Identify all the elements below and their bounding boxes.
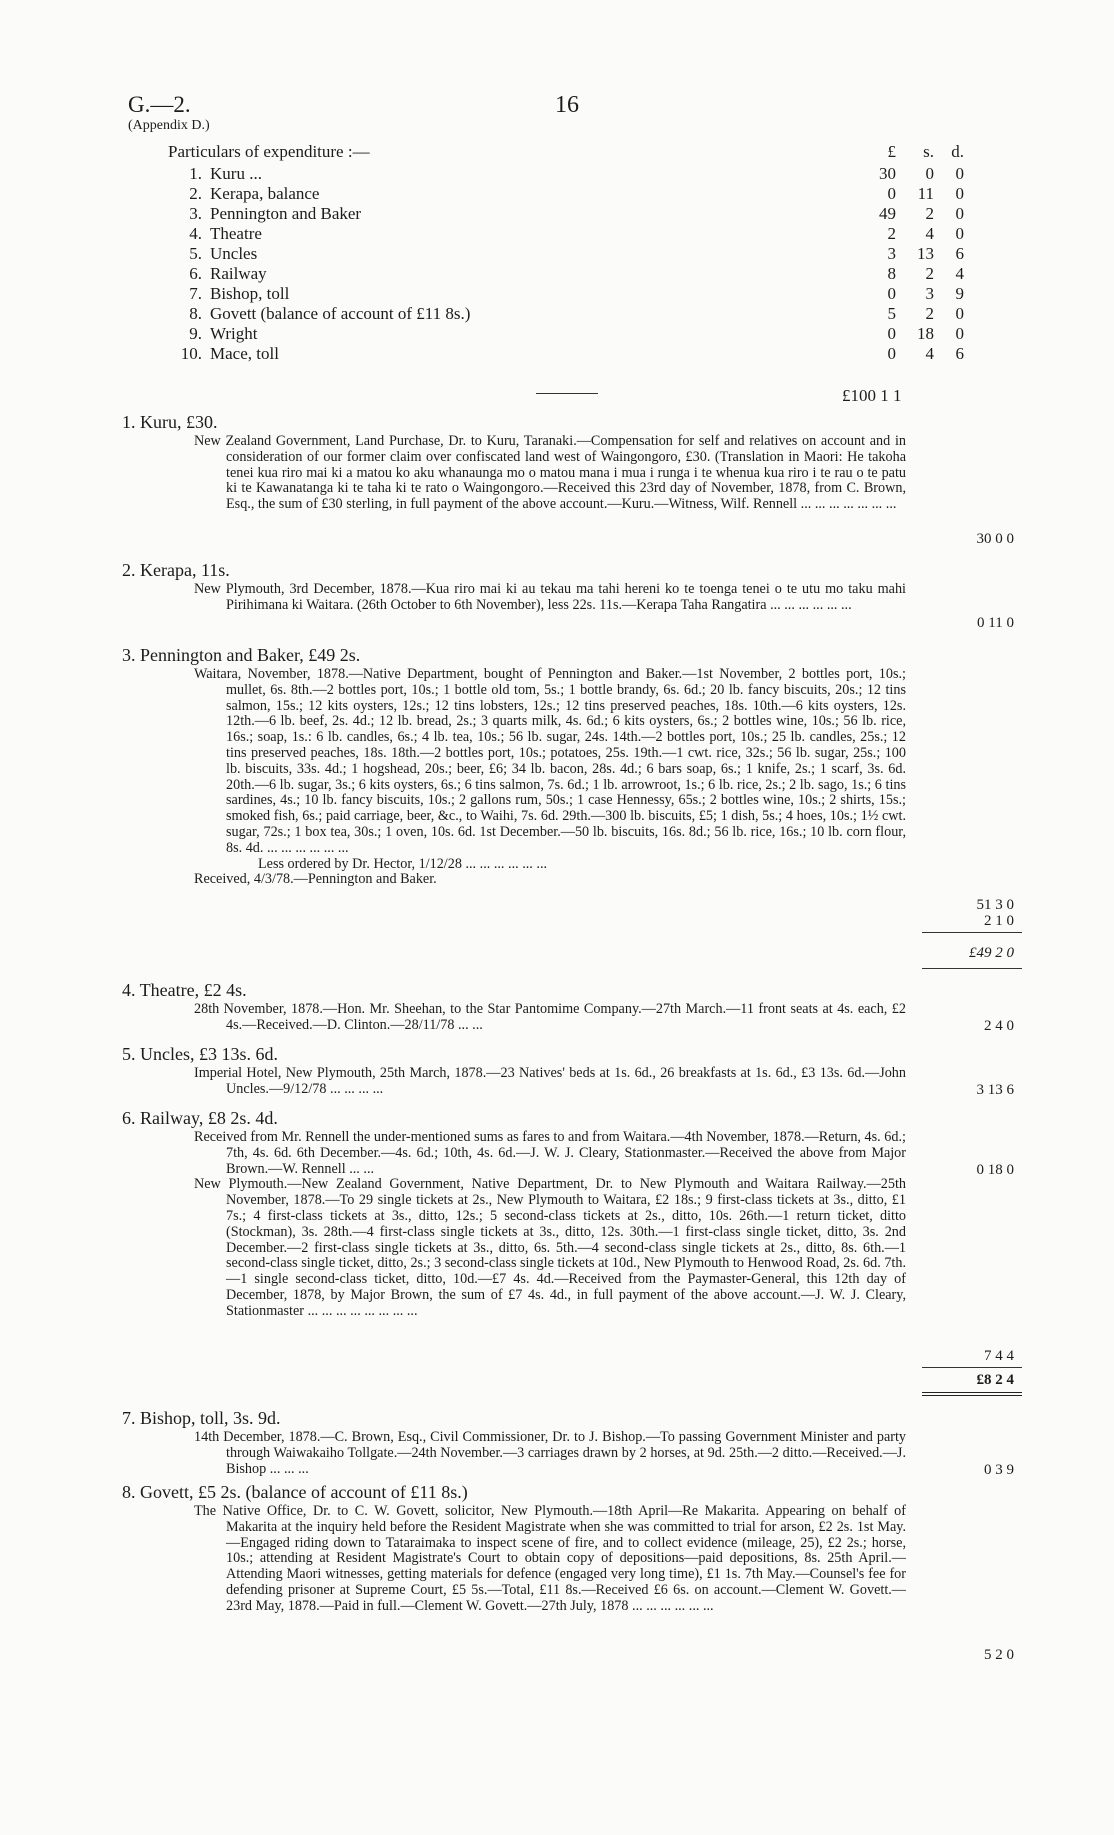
entry-heading: 3. Pennington and Baker, £49 2s. bbox=[122, 645, 361, 665]
row-label: Mace, toll bbox=[210, 344, 279, 363]
appendix-label: (Appendix D.) bbox=[128, 118, 210, 133]
row-pounds: 30 bbox=[879, 164, 896, 183]
row-pounds: 8 bbox=[887, 264, 896, 283]
summary-row bbox=[168, 304, 964, 324]
summary-rule bbox=[536, 393, 598, 394]
entry-amount: 0 11 0 bbox=[977, 615, 1014, 631]
row-shillings: 2 bbox=[925, 264, 934, 283]
entry-heading: 5. Uncles, £3 13s. 6d. bbox=[122, 1044, 278, 1064]
entry-total-rule bbox=[922, 968, 1022, 969]
entry-paragraph: Imperial Hotel, New Plymouth, 25th March, 1878.—23 Natives' beds at 1s. 6d., 26 breakfasts at 1s. 6d., £3 13s. 6d.—John Uncles.—9/12/78 ... ... ... ... bbox=[194, 1065, 906, 1097]
page-number: 16 bbox=[555, 92, 579, 118]
row-number: 3. bbox=[189, 204, 202, 223]
entry-total-double-rule bbox=[922, 1392, 1022, 1396]
entry-heading: 7. Bishop, toll, 3s. 9d. bbox=[122, 1408, 281, 1428]
col-pounds: £ bbox=[887, 142, 896, 161]
summary-row bbox=[168, 164, 964, 184]
entry-heading: 6. Railway, £8 2s. 4d. bbox=[122, 1108, 278, 1128]
entry-theatre bbox=[122, 980, 1022, 1040]
entry-railway bbox=[122, 1108, 1022, 1408]
summary-rows bbox=[168, 164, 964, 364]
entry-paragraph: New Plymouth, 3rd December, 1878.—Kua riro mai ki au tekau ma tahi hereni ko te toenga tenei o te utu mo taku mahi Pirihimana ki Waitara. (26th October to 6th November), less 22s. 11s.—Kerapa Taha Rangatira ... ... ... ... ... ... bbox=[194, 581, 906, 613]
entry-paragraph: New Plymouth.—New Zealand Government, Native Department, Dr. to New Plymouth and Waitara Railway.—25th November, 1878.—To 29 single tickets at 2s., New Plymouth to Waitara, £2 18s.; 9 first-class tickets at 3s., ditto, £1 7s.; 4 first-class tickets at 3s., ditto, 12s.; 5 second-class tickets at 2s., ditto, 10s. 26th.—1 return ticket, ditto (Stockman), 3s. 28th.—4 first-class single tickets at 3s., ditto, 12s. 30th.—1 first-class single ticket, ditto, 3s. 2nd December.—2 first-class single tickets at 3s., ditto, 6s. 5th.—4 second-class single tickets at 2s., ditto, 8s. 6th.—1 second-class single ticket, ditto, 2s.; 3 second-class single tickets at 10d., New Plymouth to Henwood Road, 2s. 6d. 7th.—1 single second-class ticket, ditto, 10d.—£7 4s. 4d.—Received from the Paymaster-General, this 12th day of December, 1878, by Major Brown, the sum of £7 4s. 4d., in full payment of the above account.—J. W. J. Cleary, Stationmaster ... ... ... ... ... ... ... ... bbox=[194, 1176, 906, 1319]
row-pounds: 0 bbox=[887, 284, 896, 303]
row-pounds: 0 bbox=[887, 184, 896, 203]
entry-amount: 2 4 0 bbox=[984, 1018, 1014, 1034]
summary-row bbox=[168, 224, 964, 244]
row-shillings: 4 bbox=[925, 344, 934, 363]
row-shillings: 0 bbox=[925, 164, 934, 183]
row-shillings: 13 bbox=[917, 244, 934, 263]
summary-row bbox=[168, 284, 964, 304]
summary-row bbox=[168, 204, 964, 224]
row-pounds: 0 bbox=[887, 324, 896, 343]
row-number: 7. bbox=[189, 284, 202, 303]
row-number: 4. bbox=[189, 224, 202, 243]
entry-bishop bbox=[122, 1408, 1022, 1478]
row-label: Railway bbox=[210, 264, 267, 283]
row-label: Wright bbox=[210, 324, 258, 343]
entry-paragraph: Waitara, November, 1878.—Native Department, bought of Pennington and Baker.—1st November, 2 bottles port, 10s.; mullet, 6s. 8th.—2 bottles port, 10s.; 1 bottle old tom, 5s.; 1 bottle brandy, 6s. 6d.; 20 lb. fancy biscuits, 20s.; 12 tins salmon, 15s.; 12 kits oysters, 12s.; 12 tins lobsters, 12s.; 12 tins preserved peaches, 18s. 10th.—6 kits oysters, 12s. 12th.—6 lb. beef, 2s. 4d.; 12 lb. bread, 2s.; 3 quarts milk, 4s. 6d.; 6 kits oysters, 6s.; 2 bottles wine, 10s.; 56 lb. rice, 16s.; soap, 1s.: 6 lb. candles, 6s.; 4 lb. tea, 10s.; 56 lb. sugar, 24s. 14th.—2 bottles port, 10s.; 25 lb. candles, 25s.; 12 tins preserved peaches, 18s. 18th.—2 bottles port, 10s.; potatoes, 25s. 19th.—1 cwt. rice, 32s.; 56 lb. sugar, 25s.; 100 lb. biscuits, 33s. 4d.; 1 hogshead, 20s.; beer, £6; 34 lb. bacon, 28s. 4d.; 6 bars soap, 6s.; 1 knife, 2s.; 1 scarf, 3s. 6d. 20th.—6 lb. sugar, 3s.; 6 kits oysters, 6s.; 6 tins salmon, 7s. 6d.; 1 lb. arrowroot, 1s.; 6 lb. rice, 2s.; 2 lb. sago, 1s.; 6 tins sardines, 4s.; 10 lb. fancy biscuits, 10s.; 2 gallons rum, 50s.; 1 case Hennessy, 65s.; 2 bottles wine, 10s.; 2 shirts, 15s.; smoked fish, 6s.; paid carriage, beer, &c., to Waihi, 7s. 6d. 29th.—300 lb. biscuits, £5; 1 dish, 5s.; 4 hoes, 10s.; 1½ cwt. sugar, 72s.; 1 box tea, 30s.; 1 oven, 10s. 6d. 1st December.—50 lb. biscuits, 16s. 8d.; 56 lb. rice, 16s.; 10 lb. corn flour, 8s. 4d. ... ... ... ... ... ... bbox=[194, 666, 906, 856]
entry-subtotal-rule bbox=[922, 932, 1022, 933]
row-label: Kuru ... bbox=[210, 164, 262, 183]
entry-govett bbox=[122, 1482, 1022, 1662]
row-number: 8. bbox=[189, 304, 202, 323]
summary-row bbox=[168, 244, 964, 264]
summary-row bbox=[168, 324, 964, 344]
row-label: Theatre bbox=[210, 224, 262, 243]
entry-kerapa bbox=[122, 560, 1022, 630]
entry-pennington-baker bbox=[122, 645, 1022, 965]
row-label: Kerapa, balance bbox=[210, 184, 320, 203]
row-number: 9. bbox=[189, 324, 202, 343]
entry-subtotal-rule bbox=[922, 1367, 1022, 1368]
entry-uncles bbox=[122, 1044, 1022, 1104]
row-label: Bishop, toll bbox=[210, 284, 290, 303]
entry-text bbox=[194, 434, 906, 513]
entry-text bbox=[194, 1430, 906, 1477]
row-shillings: 18 bbox=[917, 324, 934, 343]
row-shillings: 3 bbox=[925, 284, 934, 303]
summary-row bbox=[168, 344, 964, 364]
entry-heading: 8. Govett, £5 2s. (balance of account of £11 8s.) bbox=[122, 1482, 468, 1502]
summary-header bbox=[168, 142, 964, 164]
entry-heading: 4. Theatre, £2 4s. bbox=[122, 980, 247, 1000]
entry-paragraph: 14th December, 1878.—C. Brown, Esq., Civil Commissioner, Dr. to J. Bishop.—To passing Government Minister and party through Waiwakaiho Tollgate.—24th November.—3 carriages drawn by 2 horses, at 9d. 25th.—2 ditto.—Received.—J. Bishop ... ... ... bbox=[194, 1429, 906, 1477]
entry-kuru bbox=[122, 412, 1022, 562]
document-id: G.—2. bbox=[128, 92, 191, 117]
row-pence: 0 bbox=[955, 184, 964, 203]
row-pence: 4 bbox=[955, 264, 964, 283]
row-pence: 0 bbox=[955, 324, 964, 343]
row-label: Pennington and Baker bbox=[210, 204, 362, 223]
row-number: 1. bbox=[189, 164, 202, 183]
entry-amount: 30 0 0 bbox=[976, 531, 1014, 547]
entry-text bbox=[194, 1002, 906, 1034]
row-pounds: 0 bbox=[887, 344, 896, 363]
entry-heading: 2. Kerapa, 11s. bbox=[122, 560, 230, 580]
entry-paragraph: New Zealand Government, Land Purchase, Dr. to Kuru, Taranaki.—Compensation for self and relatives on account and in consideration of our former claim over confiscated land west of Waingongoro, £30. (Translation in Maori: He takoha tenei kua riro mai ki a matou ko aku whanaunga mo o matou mana i mua i runga i te whenua kua riro i te rau o te patu ki te Kawanatanga ki te taha ki te rato o Waingongoro.—Received this 23rd day of November, 1878, from C. Brown, Esq., the sum of £30 sterling, in full payment of the above account.—Kuru.—Witness, Wilf. Rennell ... ... ... ... ... ... ... bbox=[194, 433, 906, 513]
row-shillings: 2 bbox=[925, 304, 934, 323]
entry-text bbox=[194, 1066, 906, 1098]
expenditure-summary bbox=[168, 142, 964, 364]
row-pence: 0 bbox=[955, 164, 964, 183]
summary-total: £100 1 1 bbox=[842, 386, 902, 405]
row-number: 5. bbox=[189, 244, 202, 263]
entry-text bbox=[194, 582, 906, 614]
summary-title: Particulars of expenditure :— bbox=[168, 142, 370, 161]
entry-text bbox=[194, 1504, 906, 1615]
entry-amount: 0 3 9 bbox=[984, 1462, 1014, 1478]
entry-total: £8 2 4 bbox=[976, 1372, 1014, 1388]
row-number: 6. bbox=[189, 264, 202, 283]
entry-less-line: Less ordered by Dr. Hector, 1/12/28 ... ... ... ... ... ... bbox=[258, 855, 548, 872]
entry-text bbox=[194, 667, 906, 888]
row-shillings: 11 bbox=[917, 184, 934, 203]
row-pence: 0 bbox=[955, 224, 964, 243]
entry-amount: 51 3 0 bbox=[976, 897, 1014, 913]
entry-heading: 1. Kuru, £30. bbox=[122, 412, 218, 432]
entry-paragraph: The Native Office, Dr. to C. W. Govett, solicitor, New Plymouth.—18th April—Re Makarita. Appearing on behalf of Makarita at the inquiry held before the Resident Magistrate when she was committed to trial for arson, £2 2s. 1st May.—Engaged riding down to Tataraimaka to inspect scene of fire, and to collect evidence (mileage, 25), £2 2s.; horse, 10s.; attending at Resident Magistrate's Court to obtain copy of depositions—paid depositions, 8s. 25th April.—Attending Maori witnesses, getting materials for defence (engaged very long time), £1 1s. 7th May.—Counsel's fee for defending prisoner at Supreme Court, £5 5s.—Total, £11 8s.—Received £6 6s. on account.—Clement W. Govett.—23rd May, 1878.—Paid in full.—Clement W. Govett.—27th July, 1878 ... ... ... ... ... ... bbox=[194, 1503, 906, 1614]
entry-less-amount: 2 1 0 bbox=[984, 913, 1014, 929]
entry-text bbox=[194, 1130, 906, 1320]
entry-amount: 0 18 0 bbox=[976, 1162, 1014, 1178]
row-shillings: 4 bbox=[925, 224, 934, 243]
row-pounds: 5 bbox=[887, 304, 896, 323]
row-pence: 6 bbox=[955, 244, 964, 263]
row-pounds: 3 bbox=[887, 244, 896, 263]
col-pence: d. bbox=[951, 142, 964, 161]
row-shillings: 2 bbox=[925, 204, 934, 223]
row-number: 2. bbox=[189, 184, 202, 203]
row-pence: 0 bbox=[955, 204, 964, 223]
entry-received-line: Received, 4/3/78.—Pennington and Baker. bbox=[194, 871, 437, 888]
summary-row bbox=[168, 184, 964, 204]
entry-paragraph: Received from Mr. Rennell the under-mentioned sums as fares to and from Waitara.—4th November, 1878.—Return, 4s. 6d.; 7th, 4s. 6d. 6th December.—4s. 6d.; 10th, 4s. 6d.—J. W. J. Cleary, Stationmaster.—Received the above from Major Brown.—W. Rennell ... ... bbox=[194, 1129, 906, 1177]
row-pounds: 2 bbox=[887, 224, 896, 243]
entry-total: £49 2 0 bbox=[969, 945, 1014, 961]
row-pence: 0 bbox=[955, 304, 964, 323]
entry-amount: 7 4 4 bbox=[984, 1348, 1014, 1364]
entry-amount: 3 13 6 bbox=[976, 1082, 1014, 1098]
row-pence: 9 bbox=[955, 284, 964, 303]
row-pence: 6 bbox=[955, 344, 964, 363]
row-pounds: 49 bbox=[879, 204, 896, 223]
row-label: Govett (balance of account of £11 8s.) bbox=[210, 304, 471, 323]
row-number: 10. bbox=[180, 344, 202, 363]
entry-amount: 5 2 0 bbox=[984, 1647, 1014, 1663]
entry-paragraph: 28th November, 1878.—Hon. Mr. Sheehan, to the Star Pantomime Company.—27th March.—11 front seats at 4s. each, £2 4s.—Received.—D. Clinton.—28/11/78 ... ... bbox=[194, 1001, 906, 1033]
summary-row bbox=[168, 264, 964, 284]
col-shillings: s. bbox=[923, 142, 934, 161]
row-label: Uncles bbox=[210, 244, 258, 263]
